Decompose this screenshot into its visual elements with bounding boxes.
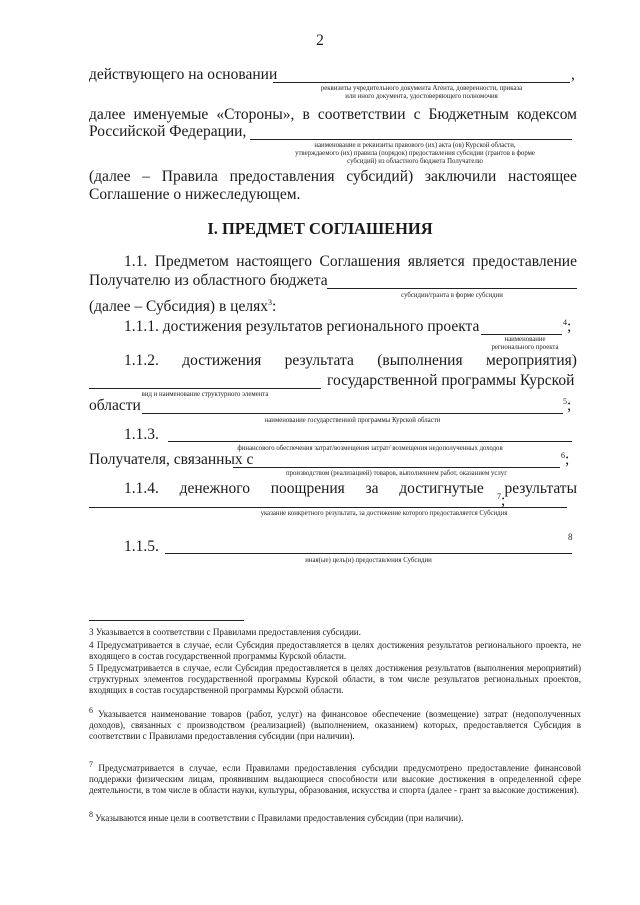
s1-1-1-caption-1: наименование (504, 336, 546, 343)
s1-1-3-blank-2[interactable] (233, 467, 560, 468)
s1-1-2-caption: вид и наименование структурного элемента (141, 391, 269, 398)
s1-1-1-text: 1.1.1. достижения результатов регионального проекта (124, 318, 480, 335)
p1-text: действующего на основании (89, 66, 278, 83)
s1-1-line2: Получателю из областного бюджета (89, 272, 328, 289)
s1-1-4-blank[interactable] (89, 507, 567, 508)
s1-1-2-blank-2[interactable] (142, 413, 563, 414)
p3-line2: Соглашение о нижеследующем. (89, 186, 301, 203)
p2-line2: Российской Федерации, (89, 123, 247, 140)
s1-1-1-blank[interactable] (481, 334, 562, 335)
s1-1-2-line2: государственной программы Курской (327, 372, 575, 389)
s1-1-line3: (далее – Субсидия) в целях$^3$: (89, 297, 277, 315)
p2-caption-2: утверждаемого (их) правила (порядок) предоставления субсидии (грантов в форме (295, 150, 535, 157)
footnote-8: $^8$ Указываются иные цели в соответствии с Правилами предоставления субсидии (при наличии). (89, 809, 464, 823)
footnote-3: 3 Указывается в соответствии с Правилами предоставления субсидии. (89, 627, 361, 637)
s1-1-4-line1: 1.1.4. денежного поощрения за достигнутые результаты (124, 480, 577, 497)
p1-caption-1: реквизиты учредительного документа Агента, доверенности, приказа (320, 85, 523, 92)
s1-1-blank[interactable] (327, 288, 577, 289)
s1-1-3-blank[interactable] (168, 441, 572, 442)
s1-1-5-blank[interactable] (165, 553, 572, 554)
s1-1-4-end: $^7$; (497, 491, 506, 509)
p1-blank[interactable] (273, 82, 570, 83)
s1-1-2-end: $^5$; (563, 396, 572, 414)
s1-1-5-caption: иная(ые) цель(и) предоставления Субсидии (305, 557, 432, 564)
p1-comma: , (571, 66, 575, 83)
s1-1-1-caption-2: регионального проекта (491, 344, 559, 351)
p2-line1: далее именуемые «Стороны», в соответствии с Бюджетным кодексом (89, 106, 577, 123)
s1-1-2-blank[interactable] (89, 388, 321, 389)
s1-1-3-caption-2: производством (реализацией) товаров, выполнением работ, оказанием услуг (286, 470, 507, 477)
s1-1-2-line3: области (89, 397, 141, 414)
s1-1-1-end: $^4$; (563, 317, 572, 335)
s1-1-2-line1: 1.1.2. достижения результата (выполнения мероприятия) (124, 352, 577, 369)
s1-1-3-text: 1.1.3. (124, 426, 159, 443)
s1-1-5-text: 1.1.5. (124, 538, 159, 555)
section-heading: I. ПРЕДМЕТ СОГЛАШЕНИЯ (207, 219, 433, 238)
footnote-5: 5 Предусматривается в случае, если Субсидия предоставляется в целях достижения результатов (выполнения мероприятий) структурных элементов государственной программы Курской области, в том числе результатов региональных проектов, входящих в состав государственной программы Курской области. (89, 663, 581, 696)
s1-1-3-caption: финансового обеспечения затрат/возмещения затрат/ возмещения недополученных доходов (237, 445, 503, 452)
p2-caption-1: наименование и реквизиты правового (их) акта (ов) Курской области, (314, 142, 516, 149)
s1-1-4-caption: указание конкретного результата, за достижение которого предоставляется Субсидия (260, 510, 508, 517)
page-number: 2 (316, 32, 324, 49)
s1-1-line1: 1.1. Предметом настоящего Соглашения является предоставление (124, 253, 577, 270)
s1-1-5-sup: 8 (568, 532, 573, 542)
footnote-separator (89, 620, 244, 621)
p2-blank[interactable] (250, 139, 572, 140)
s1-1-3-line2: Получателя, связанных с (89, 451, 254, 468)
p3-line1: (далее – Правила предоставления субсидий) заключили настоящее (89, 168, 577, 185)
p1-caption-2: или иного документа, удостоверяющего полномочия (345, 93, 498, 100)
s1-1-caption: субсидии/гранта в форме субсидии (401, 292, 503, 299)
footnote-7: $^7$ Предусматривается в случае, если Правилами предоставления субсидии предусмотрено предоставление финансовой поддержки физическим лицам, проявившим выдающиеся способности или высокие достижения в определенной сфере деятельности, в том числе в области науки, культуры, образования, искусства и спорта (далее - грант за высокие достижения). (89, 759, 581, 796)
s1-1-3-end: $^6$; (561, 450, 570, 468)
footnote-4: 4 Предусматривается в случае, если Субсидия предоставляется в целях достижения результатов регионального проекта, не входящего в состав государственной программы Курской области. (89, 640, 581, 662)
s1-1-2-caption-2: наименование государственной программы Курской области (264, 417, 441, 424)
p2-caption-3: субсидий) из областного бюджета Получателю (347, 158, 483, 165)
footnote-6: $^6$ Указывается наименование товаров (работ, услуг) на финансовое обеспечение (возмещение) затрат (недополученных доходов), связанных с производством (реализацией) (выполнением, оказанием) которых, предоставляется Субсидия в соответствии с Правилами предоставления субсидии (при наличии). (89, 705, 581, 742)
